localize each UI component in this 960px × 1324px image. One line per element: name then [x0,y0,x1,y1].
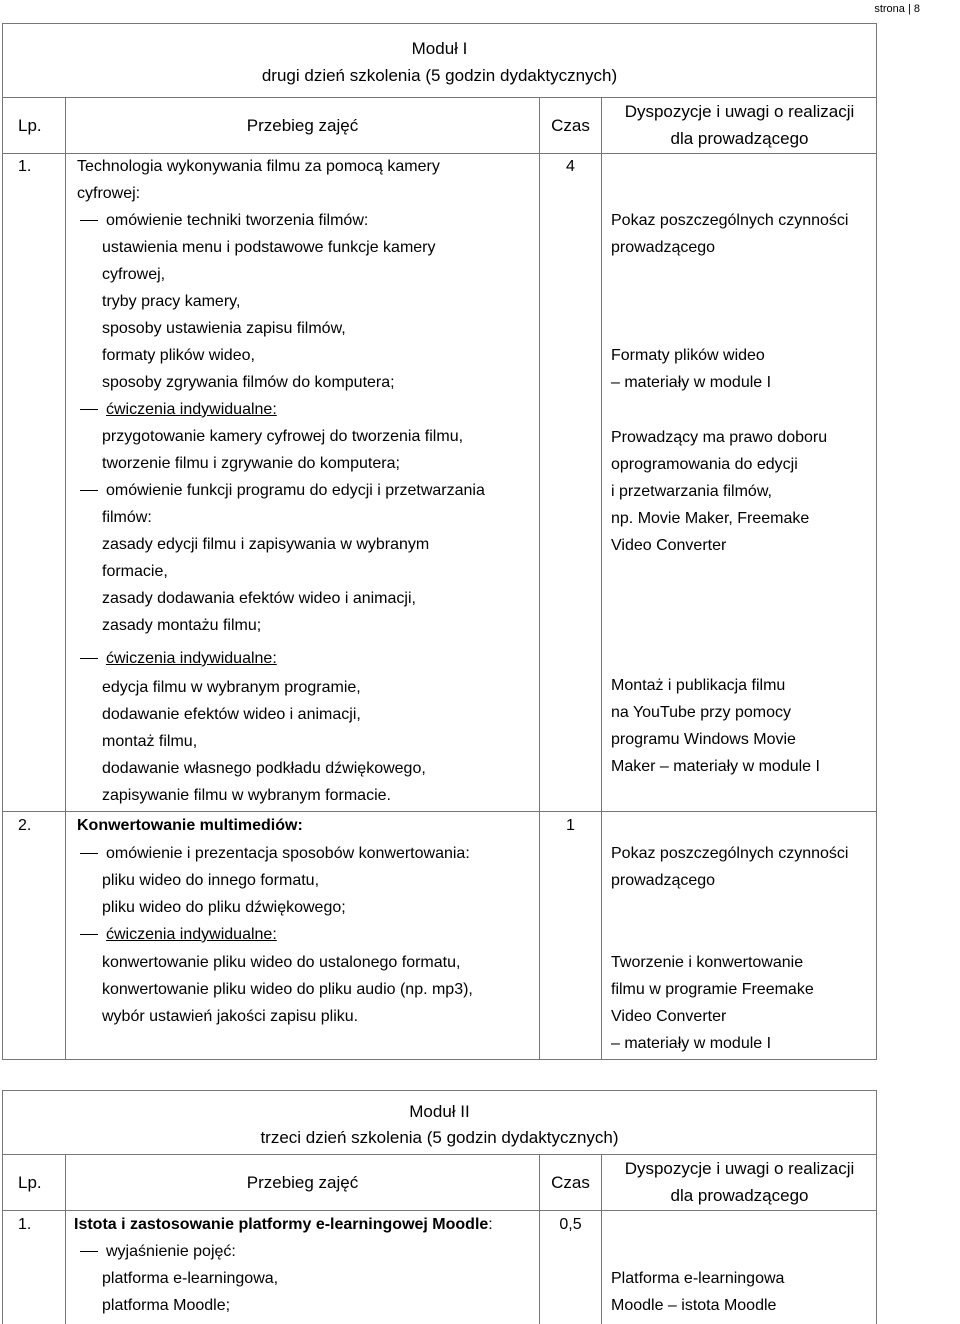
list-item: platforma e-learningowa, [102,1270,279,1287]
note-line: Montaż i publikacja filmu [611,677,786,694]
note-line: Platforma e-learningowa [611,1270,785,1287]
header-dyspozycje: Dyspozycje i uwagi o realizacji [624,1159,855,1178]
bullet-item: omówienie i prezentacja sposobów konwertowania: [80,840,470,867]
divider [65,97,66,1060]
note-line: Prowadzący ma prawo doboru [611,429,828,446]
row-time: 4 [566,158,575,175]
list-item: konwertowanie pliku wideo do ustalonego formatu, [102,954,461,971]
row-title-wrap: Istota i zastosowanie platformy e-learningowej Moodle: [74,1216,493,1233]
note-line: Moodle – istota Moodle [611,1297,777,1314]
list-item: edycja filmu w wybranym programie, [102,679,361,696]
list-item: dodawanie efektów wideo i animacji, [102,706,361,723]
header-dyspozycje-2: dla prowadzącego [670,129,809,148]
module1-subtitle: drugi dzień szkolenia (5 godzin dydaktycznych) [261,66,618,85]
note-line: – materiały w module I [611,374,772,391]
note-line: oprogramowania do edycji [611,456,798,473]
header-przebieg: Przebieg zajęć [246,116,359,135]
list-item: zapisywanie filmu w wybranym formacie. [102,787,391,804]
row-time: 1 [566,817,575,834]
list-item: przygotowanie kamery cyfrowej do tworzenia filmu, [102,428,464,445]
row-time: 0,5 [559,1216,582,1233]
dash-bullet-icon [80,853,98,854]
dash-bullet-icon [80,409,98,410]
module2-subtitle: trzeci dzień szkolenia (5 godzin dydaktycznych) [260,1128,619,1147]
header-przebieg: Przebieg zajęć [246,1173,359,1192]
note-line: – materiały w module I [611,1035,772,1052]
list-item: formaty plików wideo, [102,347,255,364]
bullet-item: omówienie techniki tworzenia filmów: [80,207,368,234]
note-line: Pokaz poszczególnych czynności [611,845,849,862]
bullet-item: ćwiczenia indywidualne: [80,396,277,423]
bullet-item: omówienie funkcji programu do edycji i przetwarzania [80,477,485,504]
bullet-item: wyjaśnienie pojęć: [80,1238,236,1265]
divider [601,97,602,1060]
note-line: Tworzenie i konwertowanie [611,954,804,971]
list-item: konwertowanie pliku wideo do pliku audio (np. mp3), [102,981,473,998]
module1-title: Moduł I [411,39,468,58]
bullet-item: ćwiczenia indywidualne: [80,921,277,948]
header-dyspozycje-2: dla prowadzącego [670,1186,809,1205]
list-item: zasady edycji filmu i zapisywania w wybranym [102,536,430,553]
list-item: platforma Moodle; [102,1297,231,1314]
row-title: Istota i zastosowanie platformy e-learningowej Moodle [74,1216,489,1233]
module2-title: Moduł II [409,1102,470,1121]
note-line: Video Converter [611,537,727,554]
dash-bullet-icon [80,934,98,935]
list-item: sposoby zgrywania filmów do komputera; [102,374,395,391]
row-number: 2. [18,817,32,834]
list-item: montaż filmu, [102,733,198,750]
list-item: formacie, [102,563,168,580]
note-line: prowadzącego [611,239,716,256]
list-item: dodawanie własnego podkładu dźwiękowego, [102,760,426,777]
list-item: sposoby ustawienia zapisu filmów, [102,320,346,337]
list-item: ustawienia menu i podstawowe funkcje kamery [102,239,436,256]
note-line: np. Movie Maker, Freemake [611,510,810,527]
list-item: cyfrowej, [102,266,166,283]
row-title: Technologia wykonywania filmu za pomocą kamery [77,158,440,175]
header-lp: Lp. [18,116,42,135]
note-line: Pokaz poszczególnych czynności [611,212,849,229]
divider [539,97,540,1060]
list-item: pliku wideo do innego formatu, [102,872,320,889]
list-item: pliku wideo do pliku dźwiękowego; [102,899,346,916]
note-line: na YouTube przy pomocy [611,704,791,721]
header-dyspozycje: Dyspozycje i uwagi o realizacji [624,102,855,121]
note-line: Video Converter [611,1008,727,1025]
dash-bullet-icon [80,490,98,491]
note-line: programu Windows Movie [611,731,796,748]
bullet-item: ćwiczenia indywidualne: [80,645,277,672]
note-line: Maker – materiały w module I [611,758,820,775]
list-item: tworzenie filmu i zgrywanie do komputera; [102,455,400,472]
header-czas: Czas [551,1173,590,1192]
list-item: filmów: [102,509,152,526]
list-item: zasady montażu filmu; [102,617,262,634]
note-line: filmu w programie Freemake [611,981,814,998]
header-czas: Czas [551,116,590,135]
note-line: i przetwarzania filmów, [611,483,772,500]
list-item: zasady dodawania efektów wideo i animacji, [102,590,416,607]
note-line: prowadzącego [611,872,716,889]
list-item: tryby pracy kamery, [102,293,241,310]
row-number: 1. [18,1216,32,1233]
header-lp: Lp. [18,1173,42,1192]
note-line: Formaty plików wideo [611,347,765,364]
dash-bullet-icon [80,658,98,659]
dash-bullet-icon [80,220,98,221]
dash-bullet-icon [80,1251,98,1252]
row-number: 1. [18,158,32,175]
row-title: Konwertowanie multimediów: [77,817,303,834]
row-title-cont: cyfrowej: [77,185,141,202]
list-item: wybór ustawień jakości zapisu pliku. [102,1008,359,1025]
page-number: strona | 8 [874,3,920,15]
